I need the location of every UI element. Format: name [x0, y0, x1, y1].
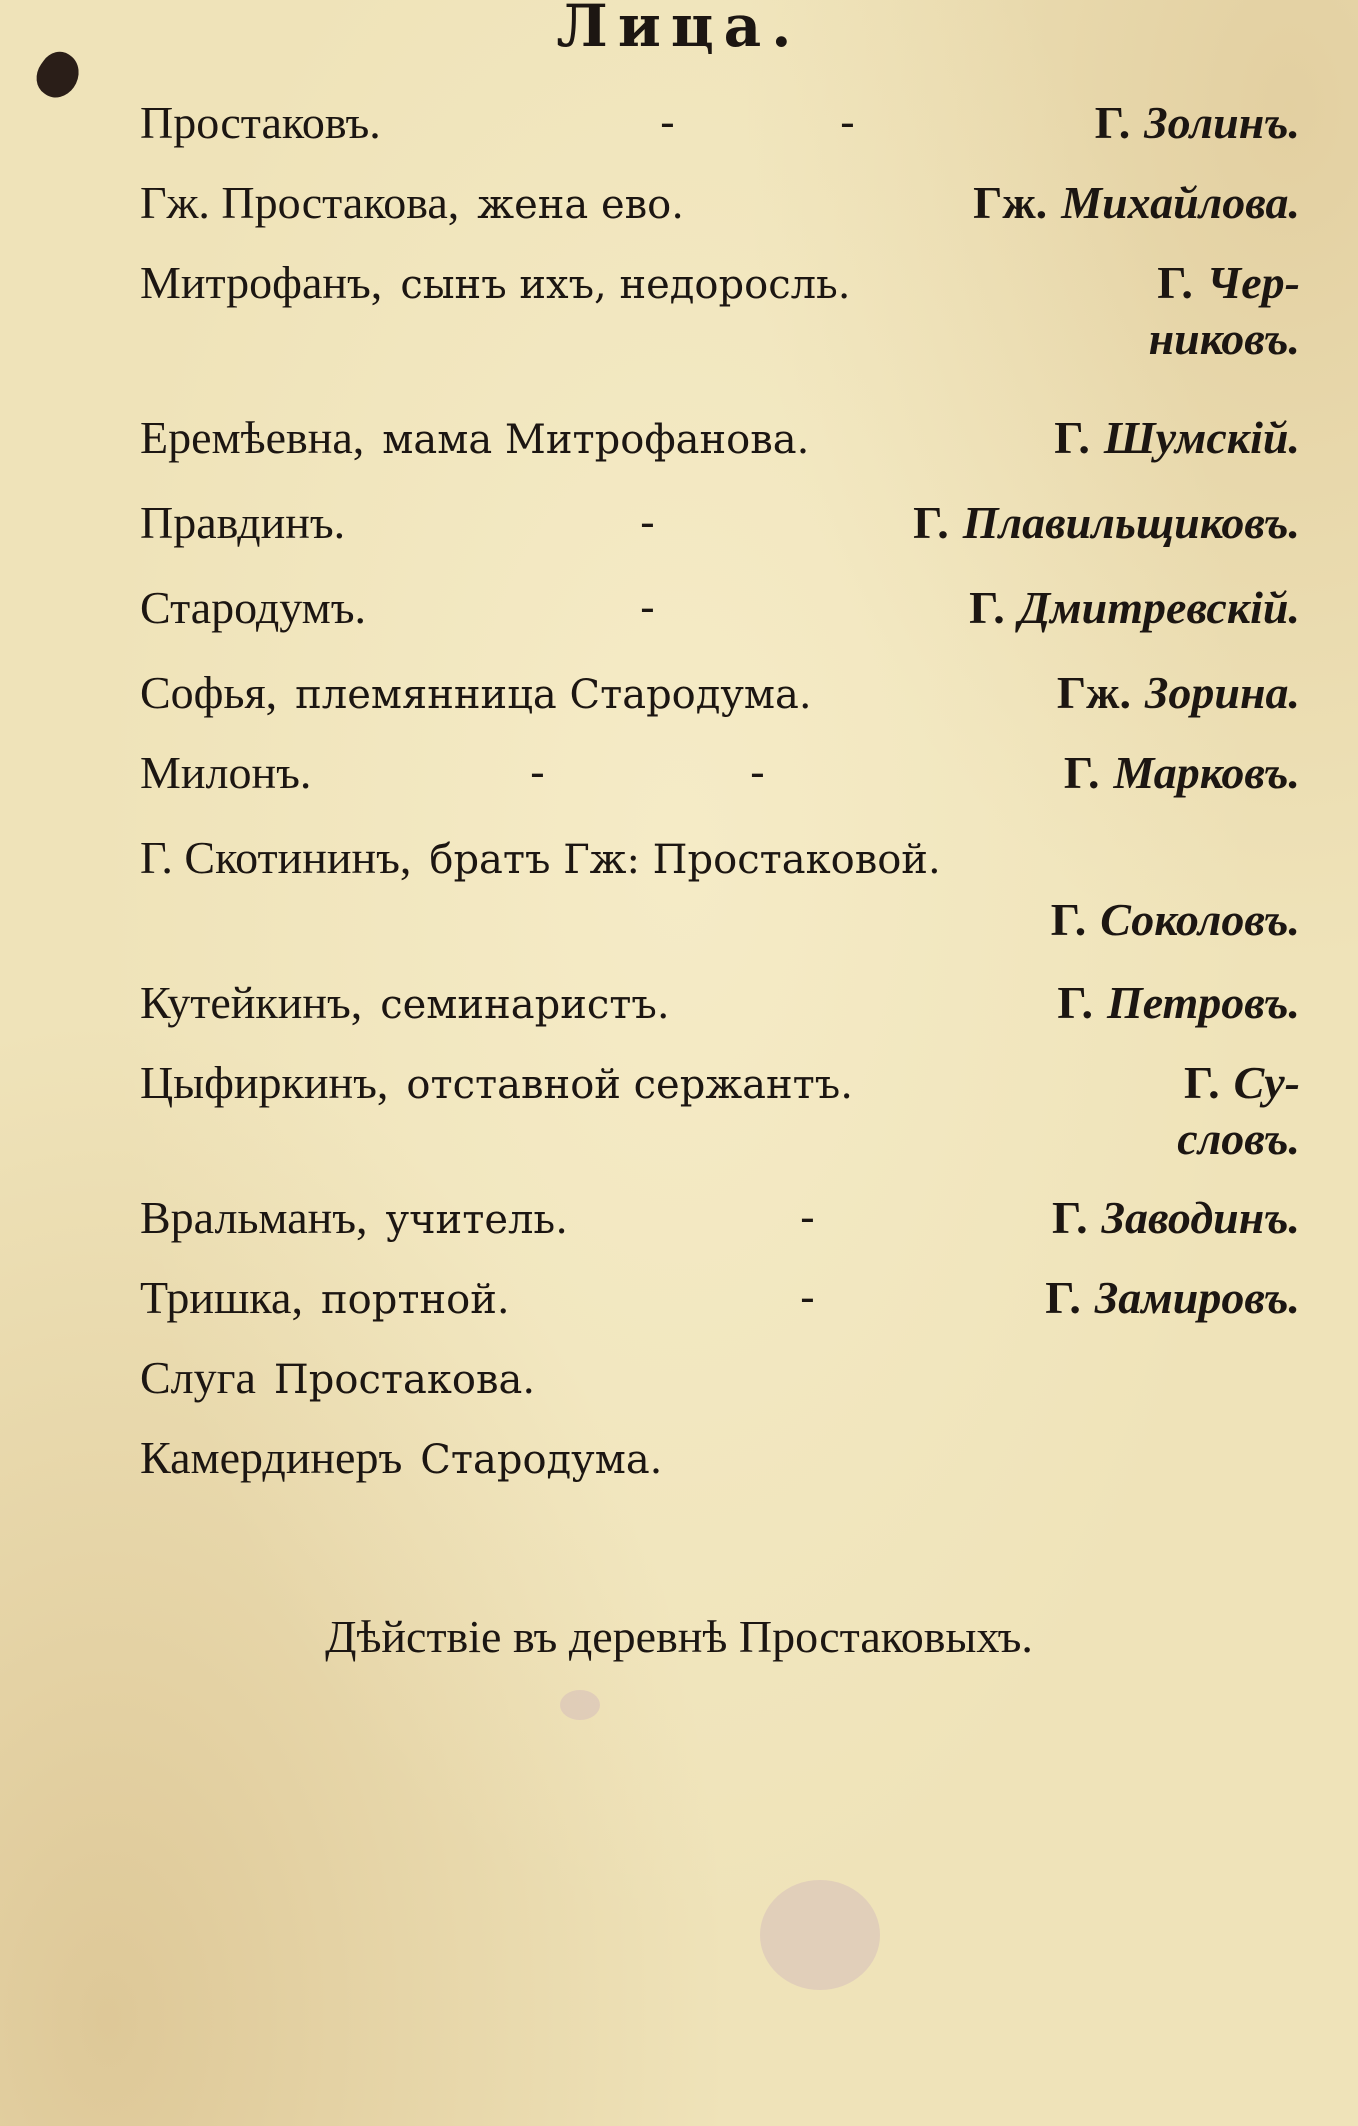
paper-stain	[760, 1880, 880, 1990]
actor-title: Г.	[1094, 97, 1131, 148]
actor-surname: Зорина.	[1144, 667, 1300, 718]
leader-dash: -	[800, 1192, 815, 1243]
cast-row	[140, 580, 1300, 637]
actor-title: Г.	[1057, 977, 1093, 1028]
leader-dash: -	[840, 97, 855, 148]
actor-title: Г.	[1157, 257, 1193, 308]
cast-row	[140, 255, 1300, 364]
cast-row	[140, 1190, 1300, 1248]
cast-row	[140, 175, 1300, 233]
actor-credit	[1064, 745, 1300, 801]
cast-row	[140, 1430, 1300, 1488]
cast-row	[140, 495, 1300, 552]
actor-credit	[1057, 665, 1300, 721]
actor-credit	[913, 495, 1300, 551]
character-description: сынъ ихъ, недоросль.	[400, 262, 851, 308]
character-name: Митрофанъ,	[140, 257, 383, 308]
actor-surname: Соколовъ.	[1100, 894, 1300, 945]
actor-credit	[1051, 892, 1300, 948]
cast-row	[140, 1270, 1300, 1328]
leader-dash: -	[800, 1272, 815, 1323]
actor-title: Г.	[969, 582, 1005, 633]
actor-surname: Петровъ.	[1106, 977, 1300, 1028]
character-name: Гж. Простакова,	[140, 177, 460, 228]
actor-surname-continued: никовъ.	[1148, 313, 1300, 364]
cast-row	[140, 745, 1300, 802]
actor-credit	[1045, 1270, 1300, 1326]
character-name: Еремѣевна,	[140, 412, 365, 463]
cast-row	[140, 1350, 1300, 1408]
actor-title: Гж.	[1056, 667, 1131, 718]
leader-dash: -	[530, 747, 545, 798]
character-description: учитель.	[385, 1197, 568, 1243]
actor-title: Г.	[1063, 747, 1100, 798]
cast-row	[140, 1055, 1300, 1164]
character-name: Камердинеръ	[140, 1432, 403, 1483]
actor-credit	[1095, 95, 1300, 151]
cast-row	[140, 975, 1300, 1033]
character-name: Кутейкинъ,	[140, 977, 363, 1028]
actor-title: Г.	[913, 497, 949, 548]
actor-title: Г.	[1184, 1057, 1220, 1108]
character-name: Простаковъ.	[140, 97, 381, 148]
actor-credit	[1184, 1055, 1300, 1111]
character-name: Софья,	[140, 667, 278, 718]
actor-title: Г.	[1045, 1272, 1081, 1323]
actor-credit	[1057, 975, 1300, 1031]
actor-surname: Золинъ.	[1144, 97, 1300, 148]
actor-surname: Марковъ.	[1113, 747, 1300, 798]
actor-surname: Плавильщиковъ.	[962, 497, 1300, 548]
character-name: Вральманъ,	[140, 1192, 368, 1243]
actor-title: Г.	[1050, 894, 1087, 945]
actor-surname: Шумскій.	[1103, 412, 1300, 463]
actor-surname: Замировъ.	[1094, 1272, 1300, 1323]
actor-credit	[1157, 255, 1300, 311]
character-description: жена ево.	[477, 182, 684, 228]
character-description: портной.	[320, 1277, 510, 1323]
actor-credit	[1054, 410, 1300, 466]
actor-surname: Заводинъ.	[1101, 1192, 1300, 1243]
leader-dash: -	[660, 97, 675, 148]
character-name: Цыфиркинъ,	[140, 1057, 389, 1108]
actor-credit	[969, 580, 1300, 636]
actor-surname: Чер-	[1206, 257, 1300, 308]
actor-credit	[1052, 1190, 1300, 1246]
actor-title: Г.	[1054, 412, 1090, 463]
character-name: Стародумъ.	[140, 582, 367, 633]
character-description: Простакова.	[273, 1357, 536, 1403]
cast-row	[140, 665, 1300, 723]
actor-surname: Дмитревскій.	[1018, 582, 1300, 633]
character-name: Милонъ.	[140, 747, 312, 798]
actor-title: Гж.	[973, 177, 1048, 228]
character-name: Тришка,	[140, 1272, 303, 1323]
actor-credit	[973, 175, 1300, 231]
leader-dash: -	[640, 497, 655, 548]
cast-row	[140, 410, 1300, 468]
setting-line: Дѣйствіе въ деревнѣ Простаковыхъ.	[325, 1611, 1033, 1662]
character-description: мама Митрофанова.	[382, 417, 810, 463]
actor-surname: Михайлова.	[1061, 177, 1300, 228]
character-description: отставной сержантъ.	[406, 1062, 853, 1108]
character-name: Слуга	[140, 1352, 256, 1403]
actor-surname-continued: словъ.	[1177, 1113, 1300, 1164]
character-description: семинаристъ.	[380, 982, 670, 1028]
leader-dash: -	[640, 582, 655, 633]
actor-title: Г.	[1052, 1192, 1088, 1243]
cast-row	[140, 95, 1300, 152]
paper-stain	[560, 1690, 600, 1720]
character-description: Стародума.	[420, 1437, 663, 1483]
actor-surname: Су-	[1233, 1057, 1300, 1108]
character-description: братъ Гж: Простаковой.	[429, 837, 941, 883]
character-name: Г. Скотининъ,	[140, 832, 412, 883]
cast-row	[140, 830, 1300, 945]
character-name: Правдинъ.	[140, 497, 346, 548]
page-heading: Лица.	[556, 0, 802, 60]
character-description: племянница Стародума.	[295, 672, 812, 718]
leader-dash: -	[750, 747, 765, 798]
